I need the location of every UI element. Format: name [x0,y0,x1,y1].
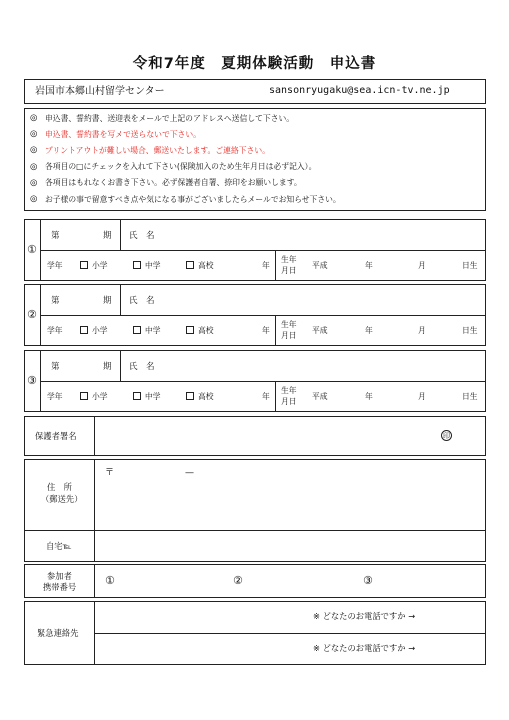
birth-label-1: 生年 [281,386,297,395]
high-label: 高校 [198,261,214,270]
high-label: 高校 [198,392,214,401]
participant-block [24,219,486,281]
note-mark: ◎ [30,177,38,188]
emergency-box [24,601,486,665]
name-label: 氏 名 [129,296,155,306]
address-label: 住 所 [47,482,72,492]
grade-label: 学年 [47,261,63,270]
era-label: 平成 [312,392,328,401]
divider [120,220,121,250]
grade-label: 学年 [47,392,63,401]
term-suffix: 期 [103,296,112,306]
divider [120,285,121,315]
day-label: 日生 [462,392,478,401]
junior-checkbox[interactable] [133,326,141,334]
mobile-label-2: 携帯番号 [43,582,77,592]
year-unit: 年 [262,326,270,335]
term-suffix: 期 [103,362,112,372]
center-info-box [24,79,486,104]
participant-block [24,350,486,412]
address-box [24,459,486,562]
high-checkbox[interactable] [186,326,194,334]
participant-number: ① [27,243,37,256]
center-email: sansonryugaku@sea.icn-tv.ne.jp [269,85,450,96]
note-text: 申込書、誓約書、送迎表をメールで上記のアドレスへ送信して下さい。 [45,113,295,123]
note-mark: ◎ [30,161,38,172]
year-unit: 年 [262,261,270,270]
junior-checkbox[interactable] [133,261,141,269]
birth-label-1: 生年 [281,320,297,329]
note-text: 申込書、誓約書を写メで送らないで下さい。 [45,129,201,139]
note-mark: ◎ [30,145,38,156]
junior-label: 中学 [145,326,161,335]
postal-dash: — [185,468,194,478]
home-phone-label: 自宅℡ [46,541,72,551]
high-checkbox[interactable] [186,261,194,269]
divider [275,315,276,345]
divider [120,351,121,381]
mobile-mark-1: ① [105,574,115,587]
note-text: プリントアウトが難しい場合、郵送いたします。ご連絡下さい。 [45,145,270,155]
note-text: 各項目の□にチェックを入れて下さい(保険加入のため生年月日は必ず記入）。 [45,162,317,172]
page-title: 令和7年度 夏期体験活動 申込書 [132,56,377,72]
postal-mark: 〒 [105,468,115,478]
divider [40,381,485,382]
mobile-label-1: 参加者 [47,571,72,581]
seal-mark: 印 [443,432,450,440]
day-label: 日生 [462,326,478,335]
guardian-label: 保護者署名 [35,431,77,441]
note-text: お子様の事で留意すべき点や気になる事がございましたらメールでお知らせ下さい。 [45,194,341,204]
note-mark: ◎ [30,194,38,204]
era-label: 平成 [312,326,328,335]
name-label: 氏 名 [129,362,155,372]
birth-label-2: 月日 [281,266,297,275]
year-unit: 年 [262,392,270,401]
year-label: 年 [365,392,373,401]
era-label: 平成 [312,261,328,270]
high-checkbox[interactable] [186,392,194,400]
note-mark: ◎ [30,113,38,123]
note-text: 各項目はもれなくお書き下さい。必ず保護者自署、捺印をお願いします。 [45,178,302,188]
mobile-box [24,564,486,598]
month-label: 月 [418,261,426,270]
participant-block [24,284,486,346]
junior-label: 中学 [145,392,161,401]
birth-label-2: 月日 [281,397,297,406]
birth-label-1: 生年 [281,255,297,264]
term-suffix: 期 [103,231,112,241]
divider [40,315,485,316]
emergency-prompt-1: ※ どなたのお電話ですか → [313,611,416,621]
center-name: 岩国市本郷山村留学センター [35,86,165,97]
participant-number: ③ [27,374,37,387]
mobile-mark-3: ③ [363,574,373,587]
note-mark: ◎ [30,129,38,140]
elementary-checkbox[interactable] [80,392,88,400]
mobile-mark-2: ② [233,574,243,587]
term-prefix: 第 [51,296,60,306]
divider [275,381,276,411]
month-label: 月 [418,392,426,401]
high-label: 高校 [198,326,214,335]
term-prefix: 第 [51,362,60,372]
month-label: 月 [418,326,426,335]
notes-box [24,108,486,211]
term-prefix: 第 [51,231,60,241]
elementary-label: 小学 [92,261,108,270]
address-sublabel: （郵送先） [41,494,83,504]
name-label: 氏 名 [129,231,155,241]
year-label: 年 [365,261,373,270]
participant-number: ② [27,308,37,321]
birth-label-2: 月日 [281,331,297,340]
grade-label: 学年 [47,326,63,335]
emergency-prompt-2: ※ どなたのお電話ですか → [313,643,416,653]
day-label: 日生 [462,261,478,270]
elementary-label: 小学 [92,392,108,401]
divider [40,250,485,251]
emergency-label: 緊急連絡先 [37,628,79,638]
junior-label: 中学 [145,261,161,270]
elementary-label: 小学 [92,326,108,335]
junior-checkbox[interactable] [133,392,141,400]
elementary-checkbox[interactable] [80,326,88,334]
divider [275,250,276,280]
elementary-checkbox[interactable] [80,261,88,269]
guardian-signature-box [24,416,486,456]
year-label: 年 [365,326,373,335]
